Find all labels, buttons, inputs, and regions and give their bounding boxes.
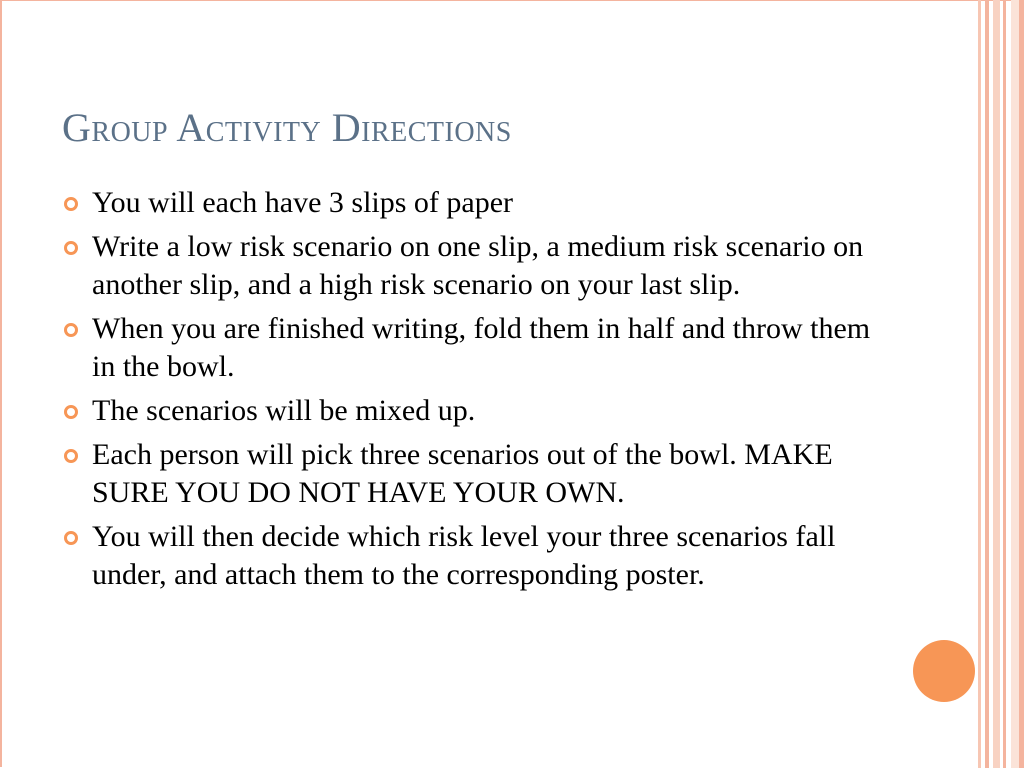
bullet-item xyxy=(62,184,882,222)
bullet-item xyxy=(62,392,882,430)
bullet-text: Each person will pick three scenarios out of the bowl. MAKE SURE YOU DO NOT HAVE YOUR OWN. xyxy=(92,438,833,509)
bullet-icon xyxy=(64,197,78,211)
slide-title: Group Activity Directions xyxy=(62,105,512,150)
bullet-text: When you are finished writing, fold them in half and throw them in the bowl. xyxy=(92,312,871,383)
bullet-item xyxy=(62,436,882,512)
decorative-stripe xyxy=(1003,0,1006,768)
bullet-item xyxy=(62,228,882,304)
decorative-stripe xyxy=(1011,0,1019,768)
bullet-text: You will then decide which risk level your three scenarios fall under, and attach them to the corresponding poster. xyxy=(92,520,836,591)
decorative-circle xyxy=(913,640,975,702)
bullet-icon xyxy=(64,531,78,545)
bullet-text: Write a low risk scenario on one slip, a medium risk scenario on another slip, and a high risk scenario on your last slip. xyxy=(92,230,864,301)
bullet-list xyxy=(62,184,882,600)
bullet-icon xyxy=(64,241,78,255)
bullet-item xyxy=(62,310,882,386)
bullet-text: The scenarios will be mixed up. xyxy=(92,394,476,427)
bullet-icon xyxy=(64,323,78,337)
bullet-text: You will each have 3 slips of paper xyxy=(92,186,514,219)
decorative-stripe xyxy=(978,0,981,768)
bullet-icon xyxy=(64,449,78,463)
decorative-stripe xyxy=(993,0,1000,768)
decorative-stripe xyxy=(985,0,989,768)
bullet-icon xyxy=(64,405,78,419)
bullet-item xyxy=(62,518,882,594)
decorative-stripe xyxy=(1019,0,1024,768)
